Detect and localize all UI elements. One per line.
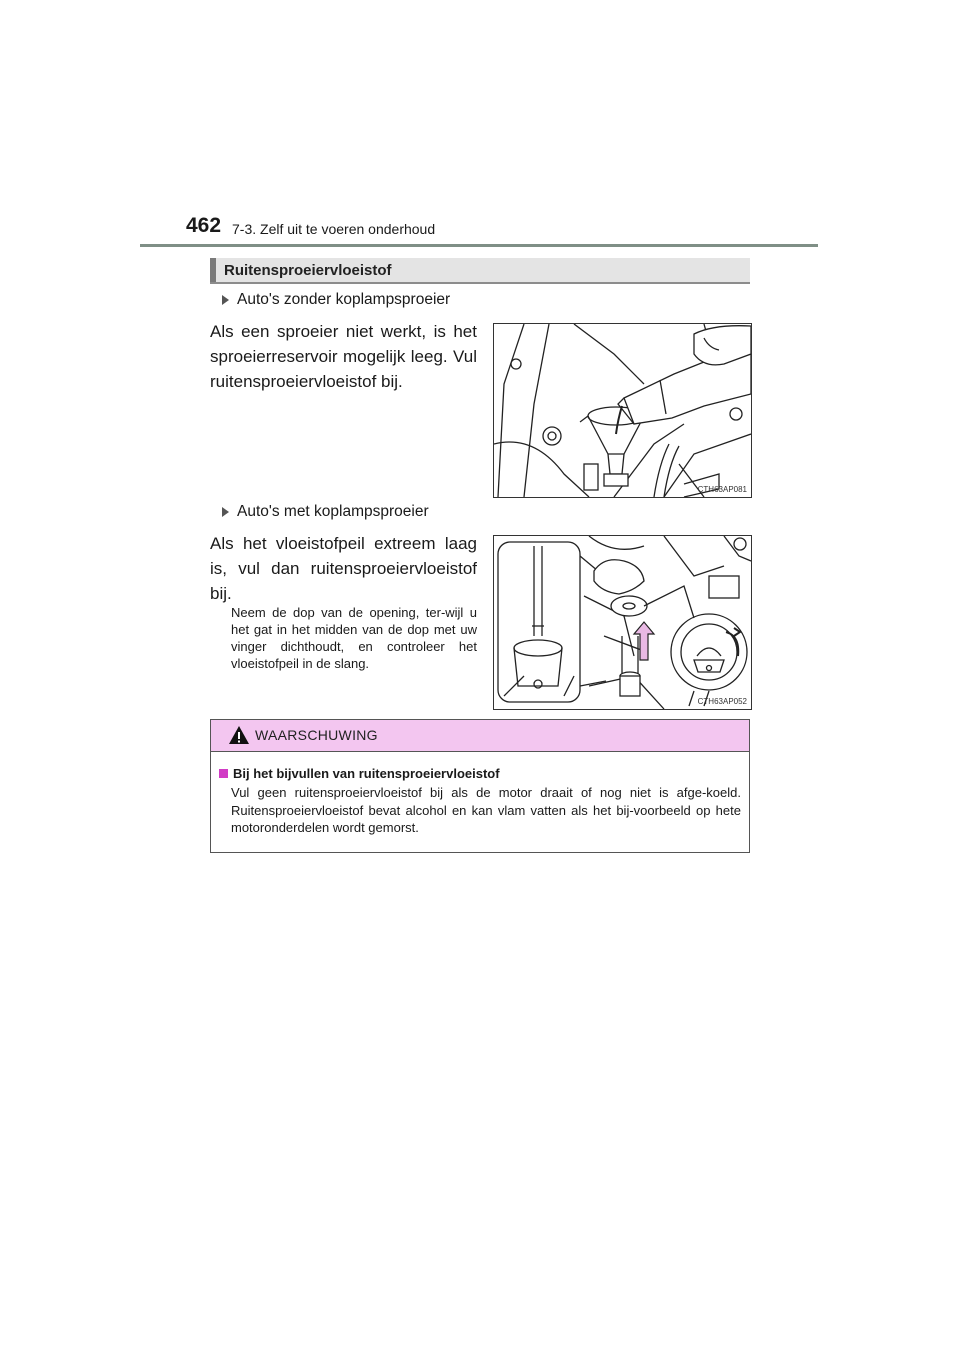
bullet-with-headlamp-washer xyxy=(222,503,429,521)
figure-refill-funnel xyxy=(493,323,752,498)
page-number: 462 xyxy=(186,214,222,237)
bullet-without-headlamp-washer xyxy=(222,291,450,309)
warning-text: Vul geen ruitensproeiervloeistof bij als de motor draait of nog niet is afge-koeld. Ruitensproeiervloeistof bevat alcohol en kan vlam vatten als het bij-voorbeeld op hete motoronderdelen wordt gemorst. xyxy=(231,785,741,835)
triangle-bullet-icon xyxy=(222,295,229,305)
chapter-title: 7-3. Zelf uit te voeren onderhoud xyxy=(232,221,436,237)
warning-subtitle xyxy=(219,766,500,781)
warning-header xyxy=(211,720,749,752)
instruction-text-1: Als een sproeier niet werkt, is het sproeierreservoir mogelijk leeg. Vul ruitensproeiervloeistof bij. xyxy=(210,322,477,391)
square-bullet-icon xyxy=(219,769,228,778)
warning-label: WAARSCHUWING xyxy=(255,727,378,743)
bullet-label: Auto's zonder koplampsproeier xyxy=(237,291,451,308)
section-header xyxy=(210,258,750,284)
refill-funnel-illustration xyxy=(494,324,751,497)
figure-code: CTH63AP052 xyxy=(697,697,747,706)
warning-subtitle-text: Bij het bijvullen van ruitensproeiervloeistof xyxy=(233,766,500,781)
figure-code: CTH63AP081 xyxy=(697,485,747,494)
bullet-label: Auto's met koplampsproeier xyxy=(237,503,429,520)
warning-triangle-icon xyxy=(228,725,250,745)
section-accent xyxy=(210,258,216,282)
instruction-note: Neem de dop van de opening, ter-wijl u het gat in het midden van de dop met uw vinger dichthoudt, en controleer het vloeistofpeil in de slang. xyxy=(231,605,477,671)
cap-removal-illustration xyxy=(494,536,751,709)
figure-cap-removal xyxy=(493,535,752,710)
triangle-bullet-icon xyxy=(222,507,229,517)
warning-box xyxy=(210,719,750,853)
instruction-text-2: Als het vloeistofpeil extreem laag is, vul dan ruitensproeiervloeistof bij. xyxy=(210,534,477,603)
header-rule xyxy=(140,244,818,247)
section-title: Ruitensproeiervloeistof xyxy=(224,262,392,279)
